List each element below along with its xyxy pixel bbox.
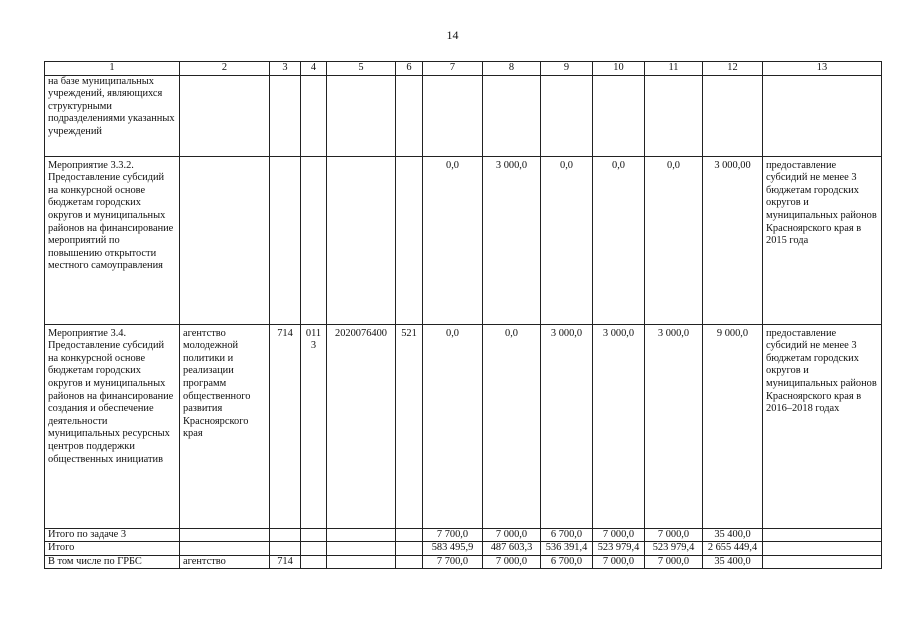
program-table — [44, 61, 882, 569]
amount-cell: 583 495,9 — [423, 542, 483, 556]
total-row — [45, 528, 882, 542]
empty-cell — [301, 542, 327, 556]
amount-cell — [423, 75, 483, 156]
amount-cell: 7 000,0 — [593, 555, 645, 569]
total-row — [45, 542, 882, 556]
amount-cell: 3 000,0 — [483, 156, 541, 324]
header-cell: 10 — [593, 62, 645, 76]
amount-cell: 6 700,0 — [541, 528, 593, 542]
amount-cell — [645, 75, 703, 156]
amount-cell: 536 391,4 — [541, 542, 593, 556]
code-cell — [327, 156, 396, 324]
table-row — [45, 324, 882, 528]
header-cell: 3 — [270, 62, 301, 76]
amount-cell: 0,0 — [645, 156, 703, 324]
grbs-cell: агентство — [180, 555, 270, 569]
amount-cell: 7 700,0 — [423, 528, 483, 542]
amount-cell: 3 000,0 — [645, 324, 703, 528]
code-cell: 714 — [270, 324, 301, 528]
empty-cell — [763, 542, 882, 556]
grbs-cell — [180, 542, 270, 556]
empty-cell — [301, 555, 327, 569]
code-cell — [270, 528, 301, 542]
expected-result-cell: предоставление субсидий не менее 3 бюджетам городских округов и муниципальных районов Красноярского края в 2016–2018 годах — [763, 324, 882, 528]
amount-cell: 3 000,0 — [593, 324, 645, 528]
empty-cell — [396, 528, 423, 542]
amount-cell: 7 000,0 — [483, 528, 541, 542]
amount-cell: 0,0 — [423, 156, 483, 324]
total-label-cell: В том числе по ГРБС — [45, 555, 180, 569]
expected-result-cell — [763, 75, 882, 156]
empty-cell — [301, 528, 327, 542]
grbs-cell — [180, 75, 270, 156]
amount-cell: 7 000,0 — [645, 528, 703, 542]
header-cell: 8 — [483, 62, 541, 76]
amount-cell: 6 700,0 — [541, 555, 593, 569]
grbs-cell — [180, 156, 270, 324]
code-cell — [327, 75, 396, 156]
header-cell: 4 — [301, 62, 327, 76]
header-cell: 11 — [645, 62, 703, 76]
empty-cell — [327, 528, 396, 542]
total-row — [45, 555, 882, 569]
empty-cell — [763, 555, 882, 569]
header-cell: 6 — [396, 62, 423, 76]
code-cell — [396, 156, 423, 324]
header-row — [45, 62, 882, 76]
page-number: 14 — [446, 28, 459, 42]
table-row — [45, 75, 882, 156]
amount-cell: 3 000,00 — [703, 156, 763, 324]
amount-cell: 7 700,0 — [423, 555, 483, 569]
amount-cell: 523 979,4 — [593, 542, 645, 556]
header-cell: 5 — [327, 62, 396, 76]
amount-cell — [593, 75, 645, 156]
activity-name-cell: на базе муниципальных учреждений, являющихся структурными подразделениями указанных учреждений — [45, 75, 180, 156]
grbs-cell — [180, 528, 270, 542]
amount-cell: 35 400,0 — [703, 555, 763, 569]
header-cell: 2 — [180, 62, 270, 76]
amount-cell: 0,0 — [541, 156, 593, 324]
code-cell: 0113 — [301, 324, 327, 528]
table-row — [45, 156, 882, 324]
activity-name-cell: Мероприятие 3.4. Предоставление субсидий на конкурсной основе бюджетам городских округов и муниципальных районов на финансирование создания и обеспечение деятельности муниципальных ресурсных центров поддержки общественных инициатив — [45, 324, 180, 528]
header-cell: 1 — [45, 62, 180, 76]
code-cell: 714 — [270, 555, 301, 569]
code-cell — [270, 75, 301, 156]
empty-cell — [327, 542, 396, 556]
expected-result-cell: предоставление субсидий не менее 3 бюджетам городских округов и муниципальных районов Красноярского края в 2015 года — [763, 156, 882, 324]
empty-cell — [396, 542, 423, 556]
amount-cell: 0,0 — [593, 156, 645, 324]
amount-cell — [541, 75, 593, 156]
code-cell — [270, 542, 301, 556]
header-cell: 13 — [763, 62, 882, 76]
empty-cell — [327, 555, 396, 569]
amount-cell: 0,0 — [483, 324, 541, 528]
code-cell: 2020076400 — [327, 324, 396, 528]
code-cell — [396, 75, 423, 156]
code-cell — [301, 75, 327, 156]
amount-cell: 3 000,0 — [541, 324, 593, 528]
grbs-cell: агентство молодежной политики и реализации программ общественного развития Красноярского края — [180, 324, 270, 528]
total-label-cell: Итого — [45, 542, 180, 556]
amount-cell: 35 400,0 — [703, 528, 763, 542]
amount-cell — [703, 75, 763, 156]
header-cell: 12 — [703, 62, 763, 76]
empty-cell — [763, 528, 882, 542]
amount-cell: 7 000,0 — [645, 555, 703, 569]
activity-name-cell: Мероприятие 3.3.2. Предоставление субсидий на конкурсной основе бюджетам городских округов и муниципальных районов на финансирование мероприятий по повышению открытости местного самоуправления — [45, 156, 180, 324]
code-cell — [270, 156, 301, 324]
amount-cell: 7 000,0 — [483, 555, 541, 569]
amount-cell: 0,0 — [423, 324, 483, 528]
code-cell: 521 — [396, 324, 423, 528]
total-label-cell: Итого по задаче 3 — [45, 528, 180, 542]
header-cell: 7 — [423, 62, 483, 76]
empty-cell — [396, 555, 423, 569]
amount-cell: 523 979,4 — [645, 542, 703, 556]
code-cell — [301, 156, 327, 324]
amount-cell: 2 655 449,4 — [703, 542, 763, 556]
amount-cell: 7 000,0 — [593, 528, 645, 542]
header-cell: 9 — [541, 62, 593, 76]
amount-cell: 487 603,3 — [483, 542, 541, 556]
amount-cell: 9 000,0 — [703, 324, 763, 528]
amount-cell — [483, 75, 541, 156]
